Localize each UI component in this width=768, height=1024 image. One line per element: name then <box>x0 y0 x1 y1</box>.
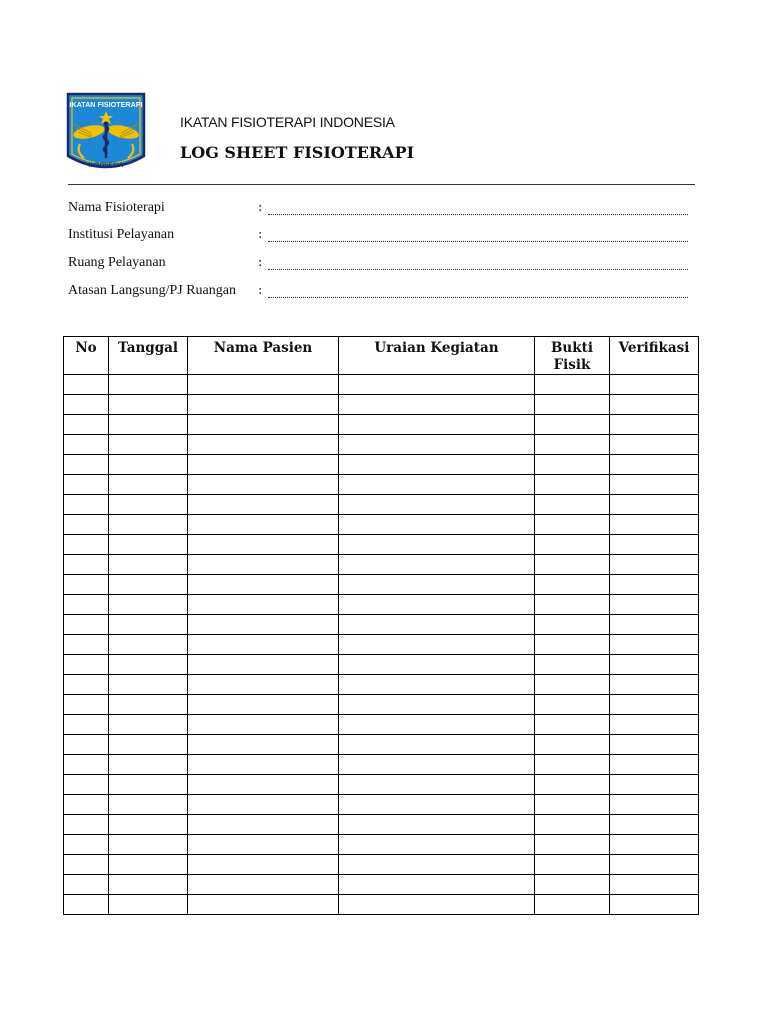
table-cell[interactable] <box>610 695 699 715</box>
table-cell[interactable] <box>339 675 535 695</box>
table-cell[interactable] <box>64 495 109 515</box>
table-cell[interactable] <box>109 835 188 855</box>
table-cell[interactable] <box>535 495 610 515</box>
field-label: Nama Fisioterapi <box>68 200 165 215</box>
field-label: Ruang Pelayanan <box>68 255 166 270</box>
table-cell[interactable] <box>188 595 339 615</box>
table-cell[interactable] <box>535 755 610 775</box>
column-header-tanggal: Tanggal <box>109 337 188 375</box>
table-cell[interactable] <box>339 695 535 715</box>
table-cell[interactable] <box>339 595 535 615</box>
table-cell[interactable] <box>64 755 109 775</box>
table-cell[interactable] <box>610 675 699 695</box>
table-cell[interactable] <box>535 655 610 675</box>
table-cell[interactable] <box>188 755 339 775</box>
table-cell[interactable] <box>64 655 109 675</box>
table-cell[interactable] <box>109 595 188 615</box>
table-cell[interactable] <box>535 635 610 655</box>
table-cell[interactable] <box>610 775 699 795</box>
table-cell[interactable] <box>339 575 535 595</box>
table-row <box>64 895 699 915</box>
table-cell[interactable] <box>188 715 339 735</box>
table-cell[interactable] <box>64 735 109 755</box>
table-cell[interactable] <box>64 395 109 415</box>
field-label: Atasan Langsung/PJ Ruangan <box>68 283 236 298</box>
table-row <box>64 375 699 395</box>
table-cell[interactable] <box>610 575 699 595</box>
table-row <box>64 435 699 455</box>
table-cell[interactable] <box>188 635 339 655</box>
table-cell[interactable] <box>188 795 339 815</box>
table-row <box>64 695 699 715</box>
table-cell[interactable] <box>339 395 535 415</box>
table-cell[interactable] <box>64 775 109 795</box>
table-cell[interactable] <box>339 855 535 875</box>
table-cell[interactable] <box>188 535 339 555</box>
field-nama-fisioterapi[interactable] <box>68 200 692 220</box>
table-cell[interactable] <box>339 515 535 535</box>
document-title: LOG SHEET FISIOTERAPI <box>180 143 415 162</box>
table-cell[interactable] <box>535 675 610 695</box>
table-cell[interactable] <box>64 695 109 715</box>
fill-in-line[interactable] <box>268 297 688 298</box>
table-cell[interactable] <box>109 795 188 815</box>
table-cell[interactable] <box>610 855 699 875</box>
table-cell[interactable] <box>339 415 535 435</box>
table-cell[interactable] <box>188 375 339 395</box>
table-cell[interactable] <box>339 635 535 655</box>
column-header-no: No <box>64 337 109 375</box>
table-cell[interactable] <box>109 495 188 515</box>
table-cell[interactable] <box>109 535 188 555</box>
table-cell[interactable] <box>535 515 610 535</box>
table-cell[interactable] <box>64 595 109 615</box>
table-cell[interactable] <box>188 475 339 495</box>
table-cell[interactable] <box>339 455 535 475</box>
table-row <box>64 635 699 655</box>
header-divider <box>68 184 695 185</box>
table-cell[interactable] <box>64 835 109 855</box>
table-cell[interactable] <box>64 875 109 895</box>
table-cell[interactable] <box>339 875 535 895</box>
table-cell[interactable] <box>64 575 109 595</box>
field-institusi-pelayanan[interactable] <box>68 227 692 247</box>
table-cell[interactable] <box>64 415 109 435</box>
table-cell[interactable] <box>188 435 339 455</box>
table-row <box>64 715 699 735</box>
table-cell[interactable] <box>535 715 610 735</box>
table-cell[interactable] <box>535 615 610 635</box>
table-cell[interactable] <box>188 455 339 475</box>
table-cell[interactable] <box>535 795 610 815</box>
table-cell[interactable] <box>188 895 339 915</box>
table-row <box>64 555 699 575</box>
table-cell[interactable] <box>339 795 535 815</box>
table-cell[interactable] <box>188 855 339 875</box>
table-cell[interactable] <box>109 375 188 395</box>
field-label: Institusi Pelayanan <box>68 227 175 242</box>
table-cell[interactable] <box>610 655 699 675</box>
table-cell[interactable] <box>610 795 699 815</box>
field-colon: : <box>258 255 263 270</box>
table-cell[interactable] <box>109 435 188 455</box>
table-cell[interactable] <box>64 815 109 835</box>
table-cell[interactable] <box>109 455 188 475</box>
table-cell[interactable] <box>188 875 339 895</box>
table-cell[interactable] <box>535 415 610 435</box>
table-cell[interactable] <box>64 615 109 635</box>
table-cell[interactable] <box>339 755 535 775</box>
fill-in-line[interactable] <box>268 241 688 242</box>
table-row <box>64 855 699 875</box>
table-row <box>64 615 699 635</box>
table-cell[interactable] <box>188 395 339 415</box>
table-cell[interactable] <box>535 595 610 615</box>
table-cell[interactable] <box>188 675 339 695</box>
table-cell[interactable] <box>64 795 109 815</box>
table-cell[interactable] <box>64 435 109 455</box>
table-cell[interactable] <box>188 695 339 715</box>
table-cell[interactable] <box>64 455 109 475</box>
table-cell[interactable] <box>535 555 610 575</box>
table-cell[interactable] <box>610 555 699 575</box>
table-cell[interactable] <box>109 755 188 775</box>
table-cell[interactable] <box>64 375 109 395</box>
table-cell[interactable] <box>535 375 610 395</box>
table-cell[interactable] <box>610 515 699 535</box>
table-cell[interactable] <box>109 875 188 895</box>
table-cell[interactable] <box>109 895 188 915</box>
table-cell[interactable] <box>188 555 339 575</box>
column-header-uraian-kegiatan: Uraian Kegiatan <box>339 337 535 375</box>
table-cell[interactable] <box>109 615 188 635</box>
table-cell[interactable] <box>610 475 699 495</box>
log-table <box>63 336 699 915</box>
table-cell[interactable] <box>109 555 188 575</box>
table-cell[interactable] <box>535 835 610 855</box>
table-cell[interactable] <box>610 435 699 455</box>
table-cell[interactable] <box>535 815 610 835</box>
table-cell[interactable] <box>339 775 535 795</box>
table-row <box>64 675 699 695</box>
table-cell[interactable] <box>535 775 610 795</box>
table-cell[interactable] <box>188 775 339 795</box>
table-header-row <box>64 337 699 375</box>
table-row <box>64 515 699 535</box>
table-body <box>64 375 699 915</box>
column-header-verifikasi: Verifikasi <box>610 337 699 375</box>
table-row <box>64 595 699 615</box>
table-row <box>64 655 699 675</box>
table-cell[interactable] <box>109 775 188 795</box>
table-cell[interactable] <box>339 475 535 495</box>
table-cell[interactable] <box>64 675 109 695</box>
table-cell[interactable] <box>188 815 339 835</box>
column-header-nama-pasien: Nama Pasien <box>188 337 339 375</box>
table-cell[interactable] <box>109 735 188 755</box>
table-cell[interactable] <box>610 715 699 735</box>
table-cell[interactable] <box>64 555 109 575</box>
table-cell[interactable] <box>535 455 610 475</box>
table-cell[interactable] <box>64 895 109 915</box>
table-cell[interactable] <box>610 495 699 515</box>
table-cell[interactable] <box>188 835 339 855</box>
table-row <box>64 575 699 595</box>
table-cell[interactable] <box>339 895 535 915</box>
fill-in-line[interactable] <box>268 269 688 270</box>
table-row <box>64 735 699 755</box>
table-cell[interactable] <box>610 395 699 415</box>
field-colon: : <box>258 200 263 215</box>
table-cell[interactable] <box>109 675 188 695</box>
field-atasan-langsung[interactable] <box>68 283 692 303</box>
logo-top-text: IKATAN FISIOTERAPI <box>69 100 143 109</box>
table-cell[interactable] <box>188 655 339 675</box>
table-cell[interactable] <box>188 575 339 595</box>
table-cell[interactable] <box>339 715 535 735</box>
table-cell[interactable] <box>339 375 535 395</box>
table-cell[interactable] <box>64 475 109 495</box>
table-cell[interactable] <box>339 655 535 675</box>
table-row <box>64 475 699 495</box>
table-cell[interactable] <box>188 735 339 755</box>
table-cell[interactable] <box>109 655 188 675</box>
table-cell[interactable] <box>535 855 610 875</box>
table-cell[interactable] <box>610 875 699 895</box>
table-cell[interactable] <box>188 615 339 635</box>
table-row <box>64 755 699 775</box>
table-cell[interactable] <box>535 875 610 895</box>
table-cell[interactable] <box>339 815 535 835</box>
table-cell[interactable] <box>64 515 109 535</box>
table-cell[interactable] <box>109 635 188 655</box>
table-row <box>64 395 699 415</box>
table-cell[interactable] <box>339 615 535 635</box>
table-cell[interactable] <box>109 575 188 595</box>
organization-name: IKATAN FISIOTERAPI INDONESIA <box>180 114 395 130</box>
logo-bottom-text: INDONESIA <box>88 162 124 169</box>
table-cell[interactable] <box>109 815 188 835</box>
table-cell[interactable] <box>339 835 535 855</box>
table-cell[interactable] <box>109 515 188 535</box>
table-cell[interactable] <box>188 515 339 535</box>
field-ruang-pelayanan[interactable] <box>68 255 692 275</box>
table-row <box>64 835 699 855</box>
table-cell[interactable] <box>109 855 188 875</box>
table-cell[interactable] <box>339 535 535 555</box>
table-cell[interactable] <box>64 635 109 655</box>
table-cell[interactable] <box>339 435 535 455</box>
ifi-emblem-icon <box>66 92 146 174</box>
field-colon: : <box>258 283 263 298</box>
field-colon: : <box>258 227 263 242</box>
table-cell[interactable] <box>188 495 339 515</box>
table-cell[interactable] <box>109 415 188 435</box>
table-cell[interactable] <box>610 755 699 775</box>
table-cell[interactable] <box>535 535 610 555</box>
table-cell[interactable] <box>109 395 188 415</box>
table-cell[interactable] <box>109 715 188 735</box>
table-cell[interactable] <box>610 895 699 915</box>
table-cell[interactable] <box>339 495 535 515</box>
table-row <box>64 775 699 795</box>
table-row <box>64 415 699 435</box>
fill-in-line[interactable] <box>268 214 688 215</box>
table-cell[interactable] <box>610 635 699 655</box>
table-cell[interactable] <box>610 615 699 635</box>
table-cell[interactable] <box>610 455 699 475</box>
table-cell[interactable] <box>188 415 339 435</box>
table-cell[interactable] <box>64 715 109 735</box>
table-row <box>64 815 699 835</box>
table-cell[interactable] <box>535 735 610 755</box>
table-cell[interactable] <box>339 735 535 755</box>
table-row <box>64 455 699 475</box>
column-header-bukti-fisik: Bukti Fisik <box>535 337 610 375</box>
table-cell[interactable] <box>535 895 610 915</box>
table-cell[interactable] <box>610 535 699 555</box>
ifi-logo <box>66 92 146 174</box>
table-cell[interactable] <box>535 435 610 455</box>
table-cell[interactable] <box>610 735 699 755</box>
table-cell[interactable] <box>610 815 699 835</box>
table-row <box>64 795 699 815</box>
table-row <box>64 875 699 895</box>
table-cell[interactable] <box>610 375 699 395</box>
table-cell[interactable] <box>64 535 109 555</box>
table-cell[interactable] <box>535 395 610 415</box>
table-cell[interactable] <box>535 575 610 595</box>
table-row <box>64 535 699 555</box>
table-cell[interactable] <box>109 695 188 715</box>
table-cell[interactable] <box>610 595 699 615</box>
table-cell[interactable] <box>535 475 610 495</box>
table-cell[interactable] <box>109 475 188 495</box>
table-cell[interactable] <box>535 695 610 715</box>
table-cell[interactable] <box>64 855 109 875</box>
table-cell[interactable] <box>610 415 699 435</box>
table-cell[interactable] <box>339 555 535 575</box>
table-row <box>64 495 699 515</box>
table-cell[interactable] <box>610 835 699 855</box>
